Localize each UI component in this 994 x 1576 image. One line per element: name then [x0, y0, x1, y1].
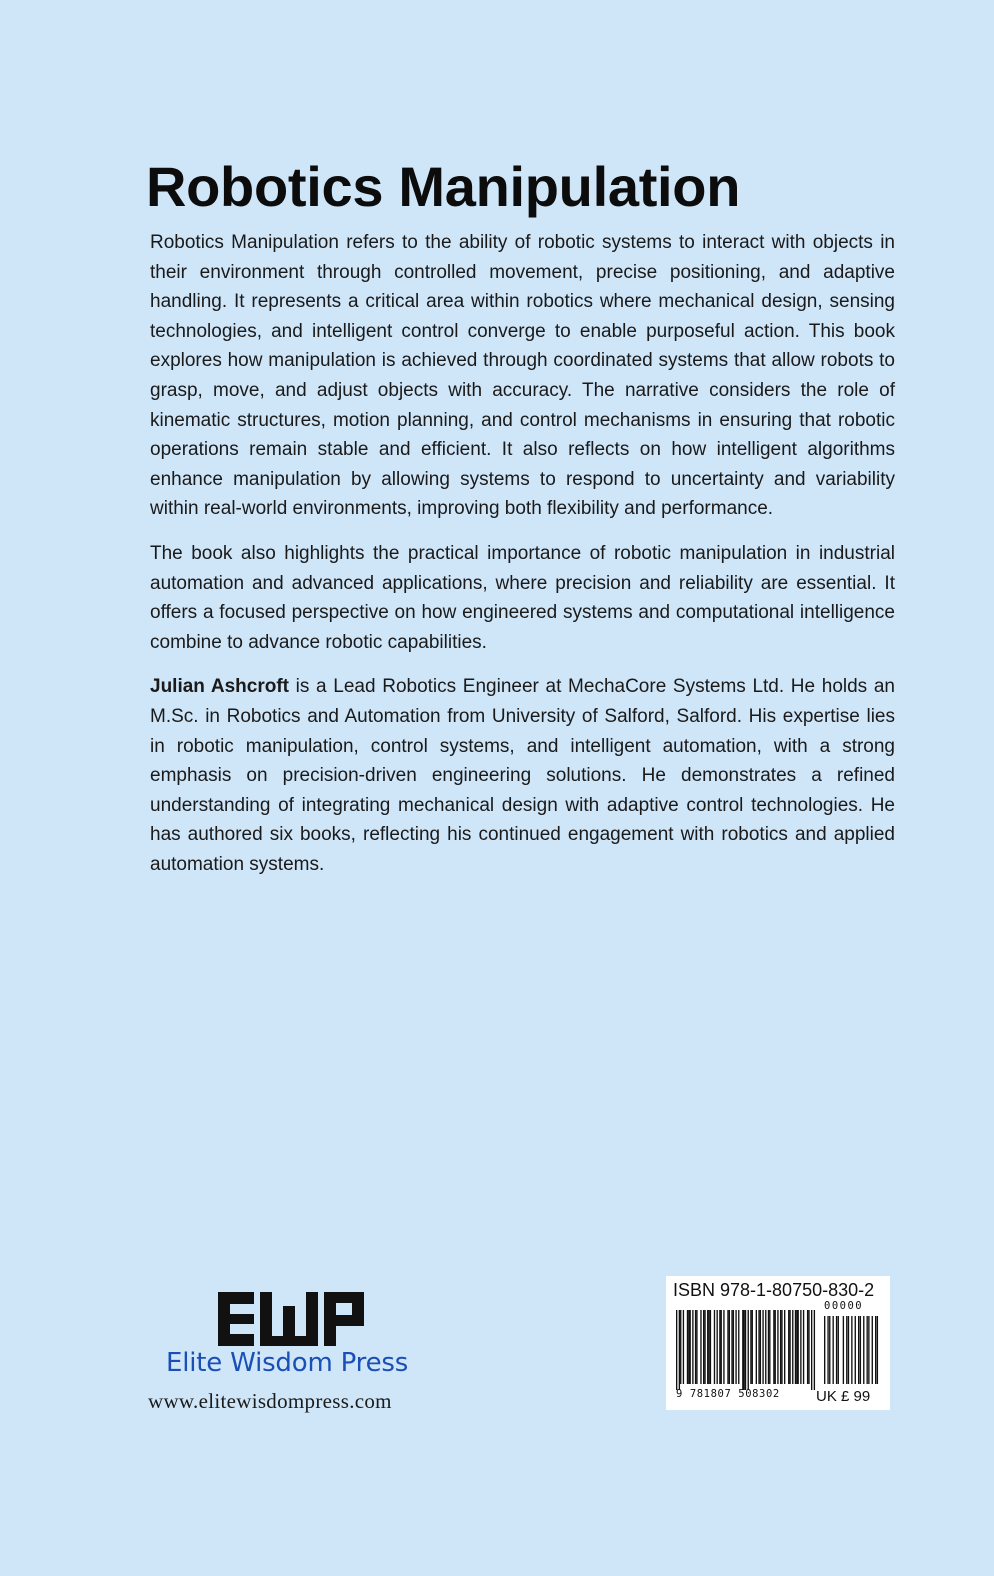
- barcode-bar: [714, 1310, 715, 1384]
- publisher-url: www.elitewisdompress.com: [148, 1389, 392, 1413]
- addon-bar: [858, 1316, 859, 1384]
- isbn-barcode: [666, 1276, 890, 1410]
- barcode-bar: [789, 1310, 790, 1384]
- barcode-bar: [731, 1310, 732, 1384]
- barcode-bar: [803, 1310, 804, 1384]
- addon-bar: [868, 1316, 869, 1384]
- barcode-bar: [748, 1310, 749, 1390]
- barcode-bar: [745, 1310, 746, 1390]
- addon-bar: [838, 1316, 839, 1384]
- barcode-bar: [760, 1310, 761, 1384]
- isbn-label: ISBN 978-1-80750-830-2: [673, 1280, 875, 1300]
- barcode-bar: [703, 1310, 704, 1384]
- barcode-bar: [752, 1310, 753, 1384]
- barcode-bar: [796, 1310, 797, 1384]
- barcode-bar: [756, 1310, 757, 1384]
- addon-bar: [855, 1316, 856, 1384]
- barcode-bar: [738, 1310, 739, 1384]
- barcode-bar: [784, 1310, 785, 1384]
- barcode-bar: [811, 1310, 812, 1390]
- author-bio: [150, 672, 895, 879]
- logo-letter-p: [324, 1292, 364, 1346]
- logo-letter-e: [218, 1292, 254, 1346]
- barcode-bar: [676, 1310, 677, 1390]
- barcode-bar: [807, 1310, 808, 1384]
- addon-bar: [833, 1316, 834, 1384]
- barcode-bar: [729, 1310, 730, 1384]
- logo-letter-w: [260, 1292, 318, 1346]
- addon-bar: [824, 1316, 825, 1384]
- barcode-bar: [795, 1310, 796, 1384]
- addon-bar: [827, 1316, 828, 1384]
- barcode-bar: [717, 1310, 718, 1384]
- barcode-bars: [674, 1302, 882, 1392]
- barcode-bar: [679, 1310, 680, 1390]
- barcode-bar: [690, 1310, 691, 1384]
- barcode-bar: [696, 1310, 697, 1384]
- addon-bar: [836, 1316, 837, 1384]
- barcode-bar: [683, 1310, 684, 1384]
- barcode-bar: [688, 1310, 689, 1384]
- barcode-bar: [692, 1310, 693, 1384]
- barcode-bar: [723, 1310, 724, 1384]
- price-label: UK £ 99: [816, 1388, 871, 1405]
- barcode-bar: [744, 1310, 745, 1390]
- addon-bar: [851, 1316, 852, 1384]
- addon-bar: [860, 1316, 861, 1384]
- barcode-bar: [733, 1310, 734, 1384]
- barcode-bar: [773, 1310, 774, 1384]
- barcode-bar: [768, 1310, 769, 1384]
- barcode-bar: [775, 1310, 776, 1384]
- barcode-bar: [721, 1310, 722, 1384]
- addon-bar: [875, 1316, 876, 1384]
- blurb-paragraph-2: The book also highlights the practical importance of robotic manipulation in industrial automation and advanced applications, where precision and reliability are essential. It offers a focused perspective on how engineered systems and computational intelligence combine to advance robotic capabilities.: [150, 542, 895, 653]
- barcode-bar: [777, 1310, 778, 1384]
- barcode-bar: [792, 1310, 793, 1384]
- author-name: Julian Ashcroft: [150, 676, 289, 698]
- addon-bar: [829, 1316, 830, 1384]
- barcode-bar: [719, 1310, 720, 1384]
- barcode-bar: [727, 1310, 728, 1384]
- blurb: [150, 228, 895, 894]
- addon-bar: [848, 1316, 849, 1384]
- barcode-bar: [700, 1310, 701, 1384]
- addon-digits: 00000: [824, 1300, 864, 1312]
- barcode-bar: [680, 1310, 681, 1384]
- barcode-bar: [814, 1310, 815, 1390]
- addon-bar: [846, 1316, 847, 1384]
- barcode-bar: [704, 1310, 705, 1384]
- barcode-digits: 9 781807 508302: [676, 1388, 780, 1400]
- barcode-bar: [808, 1310, 809, 1384]
- barcode-bar: [742, 1310, 743, 1390]
- barcode-bar: [765, 1310, 766, 1384]
- barcode-bar: [758, 1310, 759, 1384]
- barcode-bar: [788, 1310, 789, 1384]
- barcode-bar: [707, 1310, 708, 1384]
- barcode-bar: [769, 1310, 770, 1384]
- publisher-name: Elite Wisdom Press: [166, 1348, 409, 1378]
- addon-bar: [863, 1316, 864, 1384]
- barcode-bar: [798, 1310, 799, 1384]
- barcode-bar: [762, 1310, 763, 1384]
- barcode-bar: [780, 1310, 781, 1384]
- barcode-bar: [750, 1310, 751, 1384]
- barcode-bar: [710, 1310, 711, 1384]
- barcode-bar: [708, 1310, 709, 1384]
- author-bio-text: is a Lead Robotics Engineer at MechaCore Systems Ltd. He holds an M.Sc. in Robotics and Automation from University of Salford, Salford. His expertise lies in robotic manipulation, control systems, and intelligent automation, with a strong emphasis on precision-driven engineering solutions. He demonstrates a refined understanding of integrating mechanical design with adaptive control technologies. He has authored six books, reflecting his continued engagement with robotics and applied automation systems.: [150, 676, 895, 875]
- book-title: Robotics Manipulation: [146, 155, 741, 218]
- publisher-logo: [218, 1292, 364, 1346]
- addon-bar: [872, 1316, 873, 1384]
- barcode-bar: [695, 1310, 696, 1384]
- blurb-paragraph-1: Robotics Manipulation refers to the ability of robotic systems to interact with objects in their environment through controlled movement, precise positioning, and adaptive handling. It represents a critical area within robotics where mechanical design, sensing technologies, and intelligent control converge to enable purposeful action. This book explores how manipulation is achieved through coordinated systems that allow robots to grasp, move, and adjust objects with accuracy. The narrative considers the role of kinematic structures, motion planning, and control mechanisms in ensuring that robotic operations remain stable and efficient. It also reflects on how intelligent algorithms enhance manipulation by allowing systems to respond to uncertainty and variability within real-world environments, improving both flexibility and performance.: [150, 232, 895, 520]
- barcode-bar: [735, 1310, 736, 1384]
- barcode-bar: [781, 1310, 782, 1384]
- addon-bar: [877, 1316, 878, 1384]
- barcode-bar: [800, 1310, 801, 1384]
- addon-bar: [843, 1316, 844, 1384]
- addon-bar: [867, 1316, 868, 1384]
- barcode-bar: [687, 1310, 688, 1384]
